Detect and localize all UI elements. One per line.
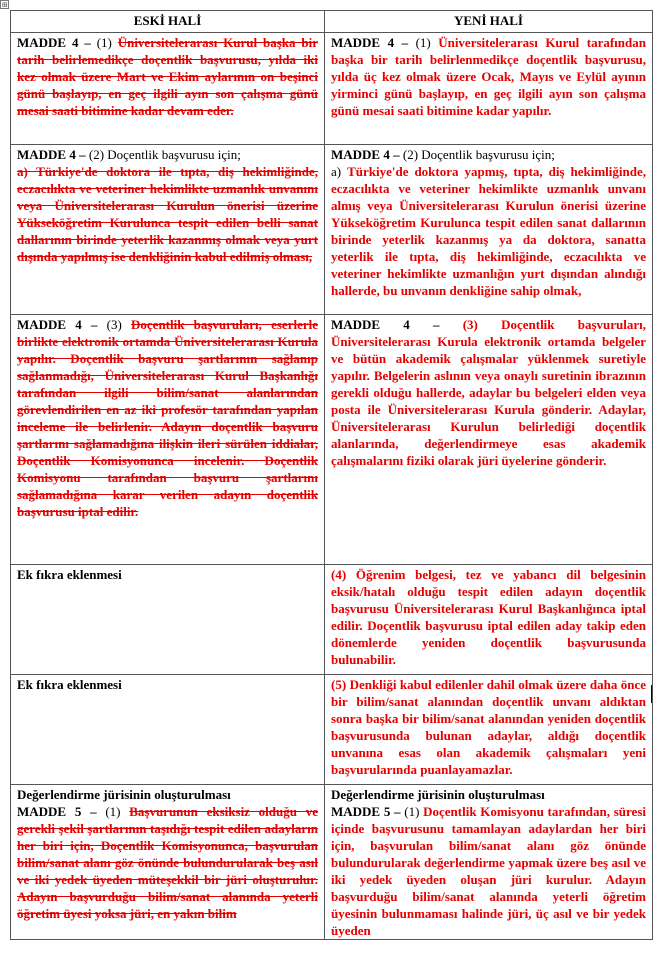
old-cell[interactable] (11, 785, 325, 940)
article-label: MADDE 4 – (17, 147, 89, 162)
article-label: MADDE 4 – (17, 317, 107, 332)
added-text: (4) Öğrenim belgesi, tez ve yabancı dil belgesinin eksik/hatalı olduğu tespit edilen adayın doçentlik başvurusu Üniversitelerarası Kurul Başkanlığınca iptal edilir. Doçentlik başvurusu iptal edilen aday takip eden dönemlerde yeniden doçentlik başvurusunda bulunabilir. (331, 567, 646, 667)
old-cell[interactable] (11, 565, 325, 675)
added-text: Doçentlik başvuruları, Üniversitelerarası Kurula elektronik ortamda belgeler ve bütün akademik çalışmalar yüklenmek suretiyle yapılır. Belgelerin aslının veya onaylı suretinin ibrazının gerekli olduğu hallerde, adaylar bu belgeleri elden veya posta ile Üniversitelerarası Kurula gönderir. Adaylar, Üniversitelerarası Kurulun belirlediği doçentlik alanlarında, değerlendirmeye esas akademik çalışmalarını fiziki olarak jüri üyelerine gönderir. (331, 317, 646, 468)
table-row (11, 33, 653, 145)
header-old: ESKİ HALİ (11, 11, 325, 33)
old-cell[interactable] (11, 33, 325, 145)
item-letter: a) (331, 164, 348, 179)
old-cell[interactable] (11, 145, 325, 315)
paragraph-number: (3) (462, 317, 502, 332)
paragraph-number: (1) (404, 804, 424, 819)
new-cell[interactable] (325, 565, 653, 675)
article-heading: Değerlendirme jürisinin oluşturulması (331, 787, 545, 802)
paragraph-number: (1) (96, 35, 118, 50)
old-cell[interactable] (11, 315, 325, 565)
article-label: MADDE 4 – (17, 35, 97, 50)
added-paragraph-note: Ek fıkra eklenmesi (17, 567, 122, 582)
deleted-text: Başvurunun eksiksiz olduğu ve gerekli şekil şartlarının taşıdığı tespit edilen adayların her biri için, Doçentlik Komisyonunca, başvurulan bilim/sanat alanı göz önünde bulundurularak beş asıl ve iki yedek üyeden müteşekkil bir jüri oluşturulur. Adayın başvurduğu bilim/sanat alanında yeterli öğretim üyesi yoksa jüri, en yakın bilim (17, 804, 318, 921)
article-label: MADDE 4 – (331, 317, 463, 332)
article-label: MADDE 4 – (331, 147, 403, 162)
table-row (11, 675, 653, 785)
new-cell[interactable] (325, 145, 653, 315)
new-cell[interactable] (325, 33, 653, 145)
deleted-text: Doçentlik başvuruları, eserlerle birlikte elektronik ortamda Üniversitelerarası Kurula yapılır. Doçentlik başvuru şartlarının sağlanıp sağlanmadığı, Üniversitelerarası Kurul Başkanlığı tarafından ilgili bilim/sanat alanlarından görevlendirilen en az iki profesör tarafından yapılan inceleme ile belirlenir. Adayın doçentlik başvuru şartlarını sağlamadığına ilişkin ileri sürülen iddialar, Doçentlik Komisyonunca incelenir. Doçentlik Komisyonu tarafından başvuru şartlarını sağlamadığına karar verilen adayın doçentlik başvurusu iptal edilir. (17, 317, 318, 519)
comparison-table (10, 10, 653, 940)
table-row (11, 145, 653, 315)
paragraph-number: (1) (415, 35, 439, 50)
header-new: YENİ HALİ (325, 11, 653, 33)
article-label: MADDE 4 – (331, 35, 416, 50)
new-cell[interactable] (325, 785, 653, 940)
header-row (11, 11, 653, 33)
added-text: Türkiye'de doktora yapmış, tıpta, diş hekimliğinde, eczacılıkta ve veteriner hekimlikte uzmanlık unvanı almış veya Üniversitelerarası Kurulun önerisi üzerine Yükseköğretim Kurulunca tespit edilen sanat dallarının birinde yeterlik kazanmış ya da doktora, sanatta yeterlik ile tıpta, diş hekimliğinde, eczacılıkta ve veteriner hekimlikte uzmanlığın yurt dışından alındığı hallerde, bu unvanın denkliğine sahip olmak, (331, 164, 646, 298)
added-text: Doçentlik Komisyonu tarafından, süresi içinde başvurusunu tamamlayan adaylardan her biri için, başvurulan bilim/sanat alanı göz önünde bulundurularak değerlendirme yapmak üzere beş asıl ve iki yedek üyeden oluşan jüri kurulur. Adayın başvurduğu bilim/sanat alanında yeterli öğretim üyesinin bulunmaması halinde jüri, üç asıl ve bir yedek üyeden (331, 804, 646, 938)
paragraph-number: (2) Doçentlik başvurusu için; (402, 147, 555, 162)
new-cell[interactable] (325, 675, 653, 785)
text-cursor (651, 685, 652, 703)
old-cell[interactable] (11, 675, 325, 785)
table-row (11, 315, 653, 565)
table-row (11, 785, 653, 940)
added-text: (5) Denkliği kabul edilenler dahil olmak üzere daha önce bir bilim/sanat alanından doçentlik unvanı aldıktan sonra başka bir bilim/sanat alanından yeniden doçentlik başvurusunda bulunan adaylar, aldığı doçentlik unvanına esas olan akademik çalışmaları yeni başvurularında puanlayamazlar. (331, 677, 646, 777)
article-heading: Değerlendirme jürisinin oluşturulması (17, 787, 231, 802)
deleted-text: a) Türkiye'de doktora ile tıpta, diş hekimliğinde, eczacılıkta ve veteriner hekimlikte uzmanlık unvanını veya Üniversitelerarası Kurulun önerisi üzerine Yükseköğretim Kurulunca tespit edilen belli sanat dallarının birinde yeterlik kazanmış olmak veya yurt dışında yapılmış ise denkliğinin kabul edilmiş olması, (17, 164, 318, 264)
table-row (11, 565, 653, 675)
paragraph-number: (1) (105, 804, 130, 819)
article-label: MADDE 5 – (17, 804, 106, 819)
deleted-text: Üniversitelerarası Kurul başka bir tarih belirlemedikçe doçentlik başvurusu, yılda iki kez olmak üzere Mart ve Ekim aylarının on beşinci günü başlayıp, en geç ilgili ayın son çalışma günü mesai saati bitimine kadar devam eder. (17, 35, 318, 118)
new-cell[interactable] (325, 315, 653, 565)
article-label: MADDE 5 – (331, 804, 405, 819)
paragraph-number: (3) (106, 317, 132, 332)
paragraph-number: (2) Doçentlik başvurusu için; (88, 147, 241, 162)
added-paragraph-note: Ek fıkra eklenmesi (17, 677, 122, 692)
table-move-handle-icon[interactable]: ⊞ (1, 1, 8, 9)
added-text: Üniversitelerarası Kurul tarafından başka bir tarih belirlenmedikçe doçentlik başvurusu, yılda üç kez olmak üzere Ocak, Mayıs ve Eylül ayının yirminci günü başlayıp, en geç ilgili ayın son çalışma günü mesai saati bitimine kadar yapılır. (331, 35, 646, 118)
